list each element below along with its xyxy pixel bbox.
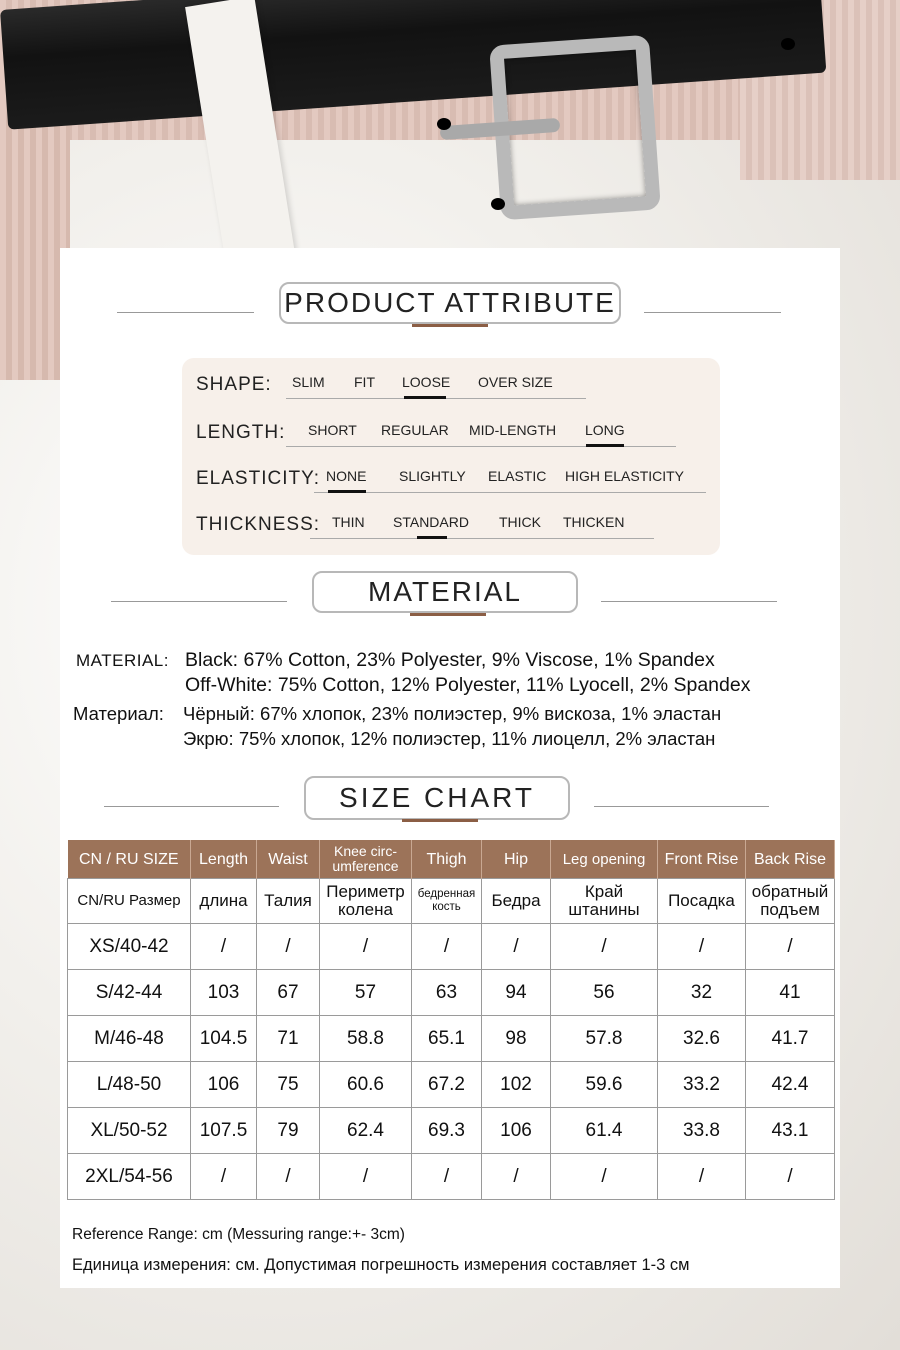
col-header: Hip: [482, 840, 551, 879]
col-header: Knee circ-umference: [320, 840, 412, 879]
measure-cell: 67.2: [412, 1062, 482, 1108]
material-key-ru: Материал:: [73, 703, 164, 724]
size-table: [67, 840, 835, 1200]
material-black-en: Black: 67% Cotton, 23% Polyester, 9% Viscose, 1% Spandex: [185, 649, 715, 671]
measure-cell: 41.7: [746, 1016, 835, 1062]
measure-cell: 102: [482, 1062, 551, 1108]
measure-cell: /: [746, 1154, 835, 1200]
size-cell: XS/40-42: [68, 924, 191, 970]
table-row: [68, 1016, 835, 1062]
attr-label: ELASTICITY:: [196, 468, 320, 489]
material-black-ru: Чёрный: 67% хлопок, 23% полиэстер, 9% вискоза, 1% эластан: [183, 703, 722, 724]
measure-cell: 59.6: [551, 1062, 658, 1108]
size-cell: XL/50-52: [68, 1108, 191, 1154]
measure-cell: 62.4: [320, 1108, 412, 1154]
attr-label: THICKNESS:: [196, 514, 321, 535]
measure-cell: 43.1: [746, 1108, 835, 1154]
measure-cell: /: [320, 924, 412, 970]
material-offwhite-ru: Экрю: 75% хлопок, 12% полиэстер, 11% лиоцелл, 2% эластан: [183, 728, 716, 749]
measure-cell: /: [551, 924, 658, 970]
attr-option-selected: LOOSE: [402, 374, 451, 390]
measure-cell: 103: [191, 970, 257, 1016]
selected-marker: [328, 490, 366, 493]
measure-cell: /: [551, 1154, 658, 1200]
measure-cell: 106: [482, 1108, 551, 1154]
col-header: Waist: [257, 840, 320, 879]
measure-cell: 104.5: [191, 1016, 257, 1062]
attr-option: SHORT: [308, 422, 357, 438]
col-header: Back Rise: [746, 840, 835, 879]
attr-underline: [310, 538, 654, 539]
attr-label: SHAPE:: [196, 374, 272, 395]
belt-hole: [781, 38, 795, 50]
col-header-ru: Бедра: [482, 879, 551, 924]
table-row: [68, 1108, 835, 1154]
measure-cell: 69.3: [412, 1108, 482, 1154]
measure-cell: /: [320, 1154, 412, 1200]
col-header-ru: Талия: [257, 879, 320, 924]
measure-cell: 32.6: [658, 1016, 746, 1062]
measure-cell: 58.8: [320, 1016, 412, 1062]
size-cell: S/42-44: [68, 970, 191, 1016]
measure-cell: 63: [412, 970, 482, 1016]
attr-label: LENGTH:: [196, 422, 286, 443]
col-header: Length: [191, 840, 257, 879]
size-table-body: [68, 924, 835, 1200]
measure-cell: 98: [482, 1016, 551, 1062]
attr-row-thickness: [196, 510, 716, 540]
measure-cell: /: [482, 924, 551, 970]
title-accent: [402, 819, 478, 822]
col-header: Front Rise: [658, 840, 746, 879]
attr-option-selected: NONE: [326, 468, 367, 484]
attr-option: MID-LENGTH: [469, 422, 557, 438]
divider: [117, 312, 254, 313]
measure-cell: /: [191, 1154, 257, 1200]
measure-cell: 33.8: [658, 1108, 746, 1154]
table-row: [68, 1154, 835, 1200]
col-header-ru: Посадка: [658, 879, 746, 924]
measure-cell: 75: [257, 1062, 320, 1108]
table-row: [68, 1062, 835, 1108]
measure-cell: 71: [257, 1016, 320, 1062]
measure-cell: 94: [482, 970, 551, 1016]
selected-marker: [417, 536, 447, 539]
measure-cell: /: [257, 924, 320, 970]
col-header-ru: обратный подъем: [746, 879, 835, 924]
measure-cell: 65.1: [412, 1016, 482, 1062]
attr-row-length: [196, 418, 716, 448]
table-header-row: [68, 840, 835, 879]
size-cell: M/46-48: [68, 1016, 191, 1062]
selected-marker: [404, 396, 446, 399]
material-offwhite-en: Off-White: 75% Cotton, 12% Polyester, 11% Lyocell, 2% Spandex: [185, 674, 751, 696]
attribute-title: PRODUCT ATTRIBUTE: [279, 282, 621, 324]
attr-option: ELASTIC: [488, 468, 547, 484]
table-row: [68, 924, 835, 970]
attr-option-selected: LONG: [585, 422, 625, 438]
measure-cell: 57: [320, 970, 412, 1016]
col-header-ru: Край штанины: [551, 879, 658, 924]
measure-cell: /: [658, 1154, 746, 1200]
attr-option: HIGH ELASTICITY: [565, 468, 685, 484]
measure-cell: /: [257, 1154, 320, 1200]
attr-option: OVER SIZE: [478, 374, 553, 390]
col-header: CN / RU SIZE: [68, 840, 191, 879]
title-accent: [412, 324, 488, 327]
selected-marker: [586, 444, 624, 447]
measure-cell: /: [746, 924, 835, 970]
attr-row-shape: [196, 370, 716, 400]
reference-note-en: Reference Range: cm (Messuring range:+- 3cm): [72, 1226, 405, 1243]
attr-option-selected: STANDARD: [393, 514, 469, 530]
divider: [644, 312, 781, 313]
measure-cell: /: [191, 924, 257, 970]
measure-cell: 79: [257, 1108, 320, 1154]
measure-cell: 106: [191, 1062, 257, 1108]
measure-cell: 61.4: [551, 1108, 658, 1154]
measure-cell: 107.5: [191, 1108, 257, 1154]
table-row: [68, 970, 835, 1016]
divider: [111, 601, 287, 602]
col-header-ru: Периметр колена: [320, 879, 412, 924]
attr-option: SLIM: [292, 374, 325, 390]
measure-cell: /: [482, 1154, 551, 1200]
attribute-heading: [60, 282, 840, 342]
attr-option: REGULAR: [381, 422, 449, 438]
reference-note-ru: Единица измерения: см. Допустимая погрешность измерения составляет 1-3 см: [72, 1256, 690, 1274]
col-header: Thigh: [412, 840, 482, 879]
info-panel: [60, 248, 840, 1288]
col-header-ru: CN/RU Размер: [68, 879, 191, 924]
measure-cell: 56: [551, 970, 658, 1016]
material-heading: [60, 571, 840, 631]
measure-cell: 42.4: [746, 1062, 835, 1108]
measure-cell: /: [412, 1154, 482, 1200]
attribute-box: [182, 358, 720, 555]
measure-cell: 41: [746, 970, 835, 1016]
attr-option: THIN: [332, 514, 365, 530]
attr-option: SLIGHTLY: [399, 468, 466, 484]
size-chart-heading: [60, 776, 840, 836]
col-header-ru: бедренная кость: [412, 879, 482, 924]
divider: [601, 601, 777, 602]
measure-cell: 57.8: [551, 1016, 658, 1062]
measure-cell: /: [412, 924, 482, 970]
size-cell: L/48-50: [68, 1062, 191, 1108]
belt-hole: [491, 198, 505, 210]
size-cell: 2XL/54-56: [68, 1154, 191, 1200]
attr-option: FIT: [354, 374, 375, 390]
size-chart-title: SIZE CHART: [304, 776, 570, 820]
measure-cell: 33.2: [658, 1062, 746, 1108]
attr-underline: [314, 492, 706, 493]
table-header-row-ru: [68, 879, 835, 924]
measure-cell: 67: [257, 970, 320, 1016]
divider: [104, 806, 279, 807]
attr-option: THICKEN: [563, 514, 625, 530]
attr-row-elasticity: [196, 464, 716, 494]
measure-cell: 60.6: [320, 1062, 412, 1108]
divider: [594, 806, 769, 807]
attr-option: THICK: [499, 514, 541, 530]
belt-hole: [437, 118, 451, 130]
measure-cell: 32: [658, 970, 746, 1016]
col-header: Leg opening: [551, 840, 658, 879]
col-header-ru: длина: [191, 879, 257, 924]
material-title: MATERIAL: [312, 571, 578, 613]
material-key-en: MATERIAL:: [76, 651, 169, 670]
title-accent: [410, 613, 486, 616]
measure-cell: /: [658, 924, 746, 970]
